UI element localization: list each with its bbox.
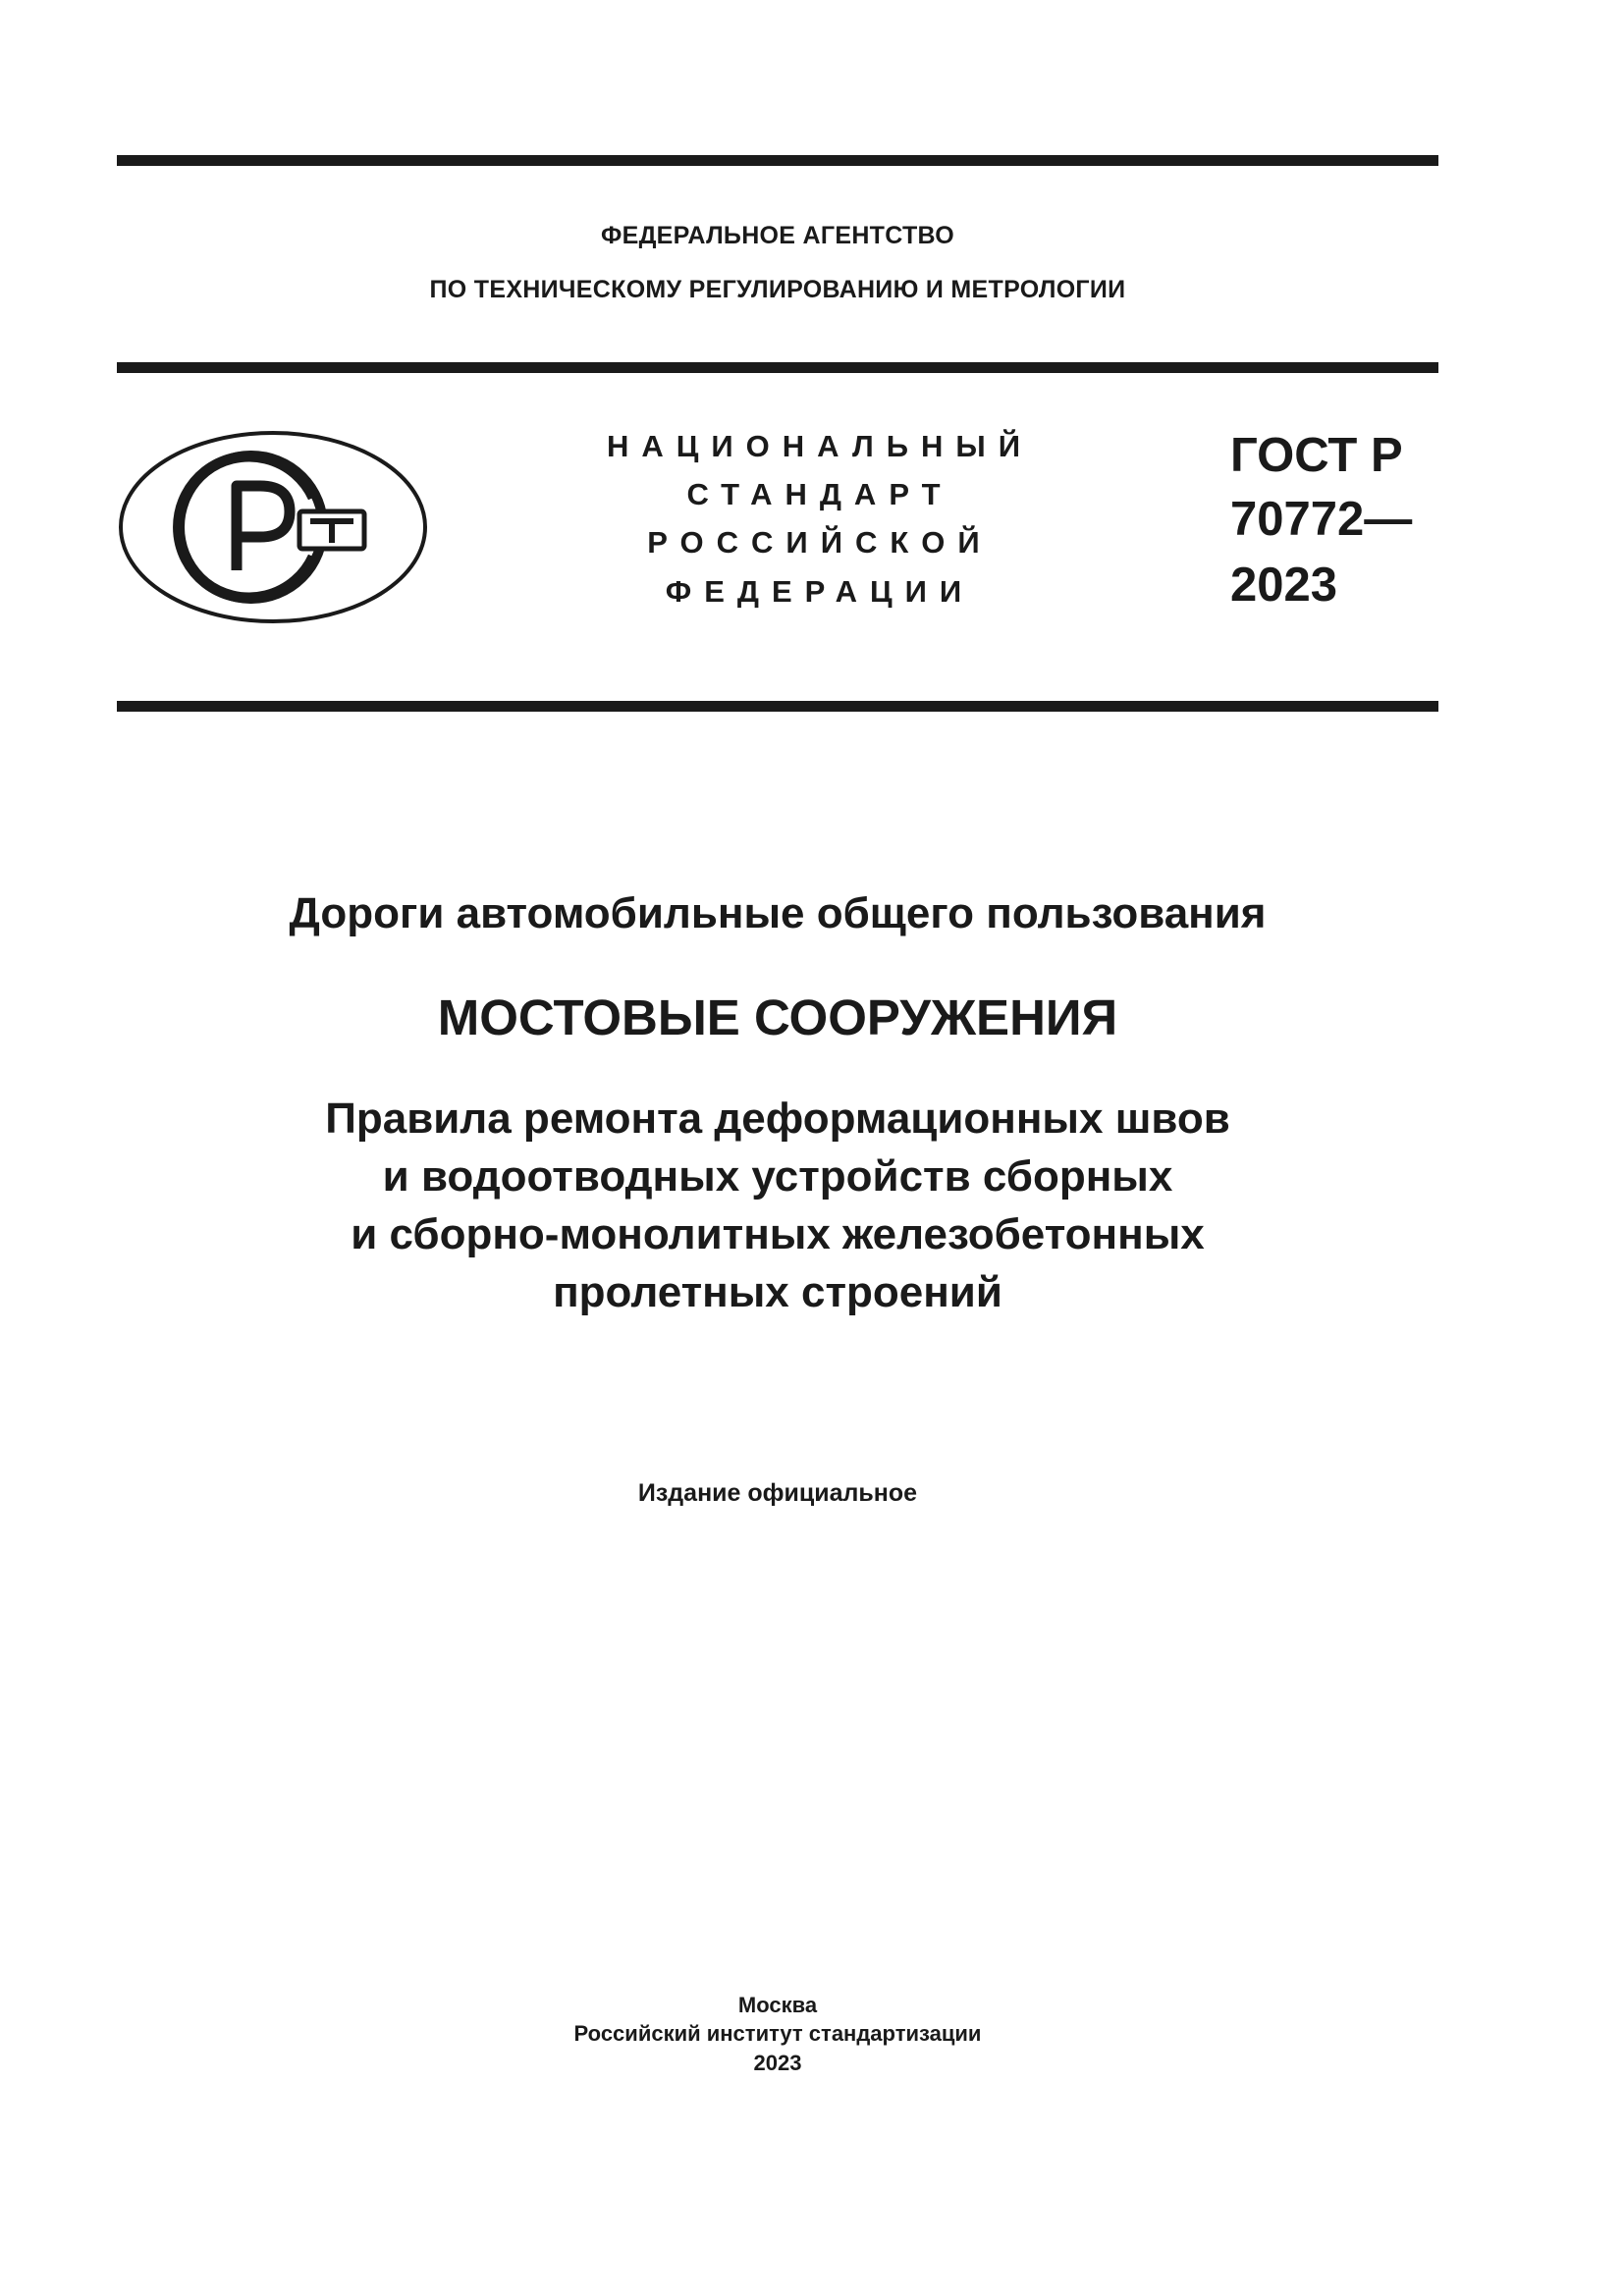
- subtitle-line-4: пролетных строений: [553, 1268, 1002, 1316]
- national-standard-label-line-3: РОССИЙСКОЙ: [647, 525, 993, 560]
- header-rule: [117, 362, 1438, 373]
- imprint-year: 2023: [753, 2051, 802, 2075]
- subtitle-line-2: и водоотводных устройств сборных: [382, 1152, 1173, 1201]
- imprint-city: Москва: [737, 1993, 818, 2017]
- rst-logo-icon: [117, 429, 429, 625]
- national-standard-label-line-1: НАЦИОНАЛЬНЫЙ: [606, 429, 1034, 463]
- standard-designation-line-2: 70772—: [1230, 493, 1413, 546]
- document-main-title: МОСТОВЫЕ СООРУЖЕНИЯ: [437, 989, 1118, 1045]
- standard-designation-line-3: 2023: [1230, 559, 1338, 612]
- standard-designation-line-1: ГОСТ Р: [1230, 429, 1403, 482]
- agency-name-line-1: ФЕДЕРАЛЬНОЕ АГЕНТСТВО: [600, 222, 955, 249]
- subtitle-line-1: Правила ремонта деформационных швов: [325, 1095, 1230, 1143]
- agency-name-line-2: ПО ТЕХНИЧЕСКОМУ РЕГУЛИРОВАНИЮ И МЕТРОЛОГИИ: [429, 276, 1126, 303]
- national-standard-label-line-2: СТАНДАРТ: [686, 477, 953, 511]
- section-rule: [117, 701, 1438, 712]
- top-rule: [117, 155, 1438, 166]
- imprint-publisher: Российский институт стандартизации: [573, 2021, 982, 2046]
- document-subject: Дороги автомобильные общего пользования: [289, 889, 1267, 937]
- national-standard-label-line-4: ФЕДЕРАЦИИ: [665, 574, 975, 609]
- edition-note: Издание официальное: [637, 1479, 918, 1507]
- document-subtitle: [117, 1090, 1438, 1321]
- subtitle-line-3: и сборно-монолитных железобетонных: [351, 1210, 1205, 1258]
